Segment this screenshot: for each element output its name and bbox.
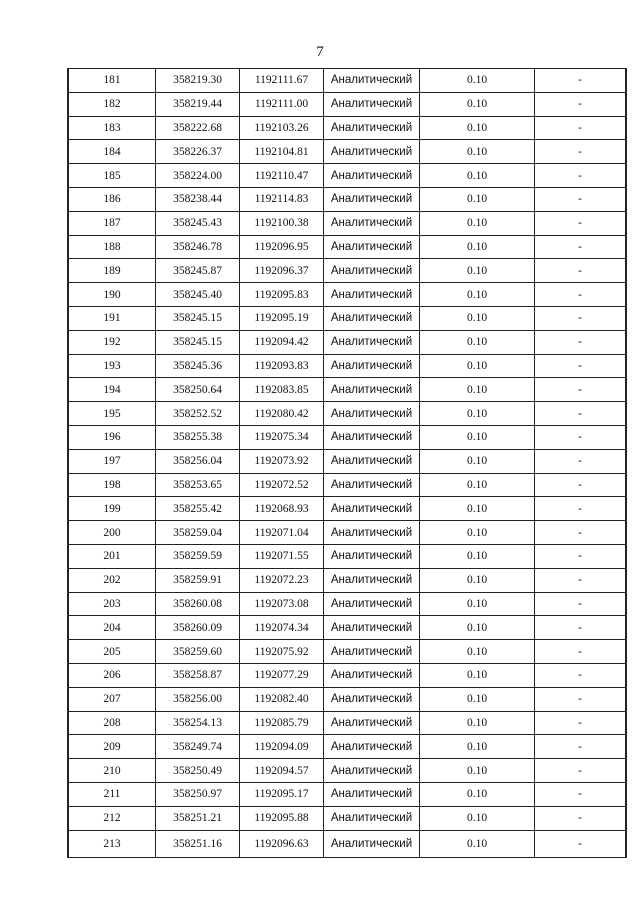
note-cell: - xyxy=(535,782,627,806)
point-number-cell: 210 xyxy=(68,759,156,783)
table-row xyxy=(68,211,626,235)
note-cell: - xyxy=(535,592,627,616)
y-coordinate-cell: 1192103.26 xyxy=(240,116,324,140)
method-cell: Аналитический xyxy=(324,164,420,188)
note-cell: - xyxy=(535,497,627,521)
method-cell: Аналитический xyxy=(324,235,420,259)
y-coordinate-cell: 1192077.29 xyxy=(240,663,324,687)
accuracy-cell: 0.10 xyxy=(420,92,535,116)
accuracy-cell: 0.10 xyxy=(420,259,535,283)
point-number-cell: 204 xyxy=(68,616,156,640)
accuracy-cell: 0.10 xyxy=(420,687,535,711)
y-coordinate-cell: 1192071.55 xyxy=(240,544,324,568)
y-coordinate-cell: 1192095.17 xyxy=(240,782,324,806)
accuracy-cell: 0.10 xyxy=(420,592,535,616)
point-number-cell: 208 xyxy=(68,711,156,735)
table-row xyxy=(68,449,626,473)
x-coordinate-cell: 358255.42 xyxy=(156,497,240,521)
method-cell: Аналитический xyxy=(324,330,420,354)
table-row xyxy=(68,378,626,402)
method-cell: Аналитический xyxy=(324,283,420,307)
point-number-cell: 195 xyxy=(68,402,156,426)
note-cell: - xyxy=(535,116,627,140)
y-coordinate-cell: 1192104.81 xyxy=(240,140,324,164)
point-number-cell: 184 xyxy=(68,140,156,164)
table-row xyxy=(68,759,626,783)
x-coordinate-cell: 358256.00 xyxy=(156,687,240,711)
y-coordinate-cell: 1192082.40 xyxy=(240,687,324,711)
note-cell: - xyxy=(535,806,627,830)
point-number-cell: 203 xyxy=(68,592,156,616)
method-cell: Аналитический xyxy=(324,663,420,687)
table-row xyxy=(68,544,626,568)
table-row xyxy=(68,354,626,378)
x-coordinate-cell: 358219.30 xyxy=(156,69,240,93)
note-cell: - xyxy=(535,616,627,640)
accuracy-cell: 0.10 xyxy=(420,211,535,235)
table-row xyxy=(68,187,626,211)
point-number-cell: 212 xyxy=(68,806,156,830)
table-row xyxy=(68,69,626,93)
y-coordinate-cell: 1192094.09 xyxy=(240,735,324,759)
note-cell: - xyxy=(535,711,627,735)
x-coordinate-cell: 358252.52 xyxy=(156,402,240,426)
accuracy-cell: 0.10 xyxy=(420,283,535,307)
point-number-cell: 211 xyxy=(68,782,156,806)
table-row xyxy=(68,782,626,806)
point-number-cell: 205 xyxy=(68,640,156,664)
accuracy-cell: 0.10 xyxy=(420,497,535,521)
x-coordinate-cell: 358251.21 xyxy=(156,806,240,830)
table-row xyxy=(68,663,626,687)
x-coordinate-cell: 358245.87 xyxy=(156,259,240,283)
point-number-cell: 213 xyxy=(68,830,156,857)
accuracy-cell: 0.10 xyxy=(420,544,535,568)
note-cell: - xyxy=(535,283,627,307)
accuracy-cell: 0.10 xyxy=(420,711,535,735)
y-coordinate-cell: 1192096.63 xyxy=(240,830,324,857)
table-row xyxy=(68,735,626,759)
x-coordinate-cell: 358259.91 xyxy=(156,568,240,592)
table-row xyxy=(68,640,626,664)
accuracy-cell: 0.10 xyxy=(420,140,535,164)
y-coordinate-cell: 1192071.04 xyxy=(240,521,324,545)
y-coordinate-cell: 1192072.23 xyxy=(240,568,324,592)
x-coordinate-cell: 358226.37 xyxy=(156,140,240,164)
note-cell: - xyxy=(535,402,627,426)
point-number-cell: 187 xyxy=(68,211,156,235)
method-cell: Аналитический xyxy=(324,425,420,449)
accuracy-cell: 0.10 xyxy=(420,306,535,330)
accuracy-cell: 0.10 xyxy=(420,663,535,687)
method-cell: Аналитический xyxy=(324,187,420,211)
method-cell: Аналитический xyxy=(324,711,420,735)
x-coordinate-cell: 358259.60 xyxy=(156,640,240,664)
method-cell: Аналитический xyxy=(324,354,420,378)
accuracy-cell: 0.10 xyxy=(420,116,535,140)
table-row xyxy=(68,402,626,426)
note-cell: - xyxy=(535,687,627,711)
accuracy-cell: 0.10 xyxy=(420,473,535,497)
method-cell: Аналитический xyxy=(324,378,420,402)
y-coordinate-cell: 1192068.93 xyxy=(240,497,324,521)
y-coordinate-cell: 1192095.19 xyxy=(240,306,324,330)
accuracy-cell: 0.10 xyxy=(420,735,535,759)
x-coordinate-cell: 358260.09 xyxy=(156,616,240,640)
point-number-cell: 200 xyxy=(68,521,156,545)
point-number-cell: 181 xyxy=(68,69,156,93)
x-coordinate-cell: 358250.49 xyxy=(156,759,240,783)
accuracy-cell: 0.10 xyxy=(420,616,535,640)
table-row xyxy=(68,330,626,354)
note-cell: - xyxy=(535,663,627,687)
x-coordinate-cell: 358245.15 xyxy=(156,330,240,354)
accuracy-cell: 0.10 xyxy=(420,806,535,830)
point-number-cell: 207 xyxy=(68,687,156,711)
y-coordinate-cell: 1192096.95 xyxy=(240,235,324,259)
y-coordinate-cell: 1192094.57 xyxy=(240,759,324,783)
x-coordinate-cell: 358238.44 xyxy=(156,187,240,211)
method-cell: Аналитический xyxy=(324,402,420,426)
accuracy-cell: 0.10 xyxy=(420,830,535,857)
method-cell: Аналитический xyxy=(324,568,420,592)
accuracy-cell: 0.10 xyxy=(420,69,535,93)
table-row xyxy=(68,830,626,857)
accuracy-cell: 0.10 xyxy=(420,187,535,211)
point-number-cell: 199 xyxy=(68,497,156,521)
table-row xyxy=(68,306,626,330)
y-coordinate-cell: 1192073.08 xyxy=(240,592,324,616)
y-coordinate-cell: 1192096.37 xyxy=(240,259,324,283)
point-number-cell: 192 xyxy=(68,330,156,354)
y-coordinate-cell: 1192085.79 xyxy=(240,711,324,735)
table-row xyxy=(68,140,626,164)
accuracy-cell: 0.10 xyxy=(420,640,535,664)
point-number-cell: 193 xyxy=(68,354,156,378)
method-cell: Аналитический xyxy=(324,473,420,497)
note-cell: - xyxy=(535,425,627,449)
accuracy-cell: 0.10 xyxy=(420,521,535,545)
accuracy-cell: 0.10 xyxy=(420,330,535,354)
y-coordinate-cell: 1192075.92 xyxy=(240,640,324,664)
point-number-cell: 198 xyxy=(68,473,156,497)
note-cell: - xyxy=(535,354,627,378)
table-row xyxy=(68,568,626,592)
accuracy-cell: 0.10 xyxy=(420,164,535,188)
x-coordinate-cell: 358249.74 xyxy=(156,735,240,759)
accuracy-cell: 0.10 xyxy=(420,759,535,783)
method-cell: Аналитический xyxy=(324,616,420,640)
y-coordinate-cell: 1192110.47 xyxy=(240,164,324,188)
point-number-cell: 191 xyxy=(68,306,156,330)
point-number-cell: 202 xyxy=(68,568,156,592)
y-coordinate-cell: 1192095.83 xyxy=(240,283,324,307)
x-coordinate-cell: 358254.13 xyxy=(156,711,240,735)
method-cell: Аналитический xyxy=(324,449,420,473)
y-coordinate-cell: 1192083.85 xyxy=(240,378,324,402)
point-number-cell: 190 xyxy=(68,283,156,307)
method-cell: Аналитический xyxy=(324,687,420,711)
note-cell: - xyxy=(535,378,627,402)
table-row xyxy=(68,521,626,545)
x-coordinate-cell: 358250.97 xyxy=(156,782,240,806)
page-number: 7 xyxy=(316,44,324,60)
table-row xyxy=(68,592,626,616)
note-cell: - xyxy=(535,735,627,759)
x-coordinate-cell: 358255.38 xyxy=(156,425,240,449)
x-coordinate-cell: 358260.08 xyxy=(156,592,240,616)
note-cell: - xyxy=(535,164,627,188)
method-cell: Аналитический xyxy=(324,830,420,857)
x-coordinate-cell: 358259.04 xyxy=(156,521,240,545)
point-number-cell: 185 xyxy=(68,164,156,188)
method-cell: Аналитический xyxy=(324,782,420,806)
x-coordinate-cell: 358224.00 xyxy=(156,164,240,188)
x-coordinate-cell: 358253.65 xyxy=(156,473,240,497)
table-row xyxy=(68,806,626,830)
method-cell: Аналитический xyxy=(324,140,420,164)
method-cell: Аналитический xyxy=(324,544,420,568)
note-cell: - xyxy=(535,449,627,473)
point-number-cell: 186 xyxy=(68,187,156,211)
accuracy-cell: 0.10 xyxy=(420,782,535,806)
y-coordinate-cell: 1192093.83 xyxy=(240,354,324,378)
table-row xyxy=(68,497,626,521)
point-number-cell: 182 xyxy=(68,92,156,116)
note-cell: - xyxy=(535,759,627,783)
method-cell: Аналитический xyxy=(324,306,420,330)
point-number-cell: 197 xyxy=(68,449,156,473)
point-number-cell: 206 xyxy=(68,663,156,687)
table-row xyxy=(68,164,626,188)
y-coordinate-cell: 1192072.52 xyxy=(240,473,324,497)
y-coordinate-cell: 1192111.67 xyxy=(240,69,324,93)
x-coordinate-cell: 358245.15 xyxy=(156,306,240,330)
point-number-cell: 188 xyxy=(68,235,156,259)
x-coordinate-cell: 358222.68 xyxy=(156,116,240,140)
note-cell: - xyxy=(535,211,627,235)
note-cell: - xyxy=(535,521,627,545)
note-cell: - xyxy=(535,187,627,211)
table-row xyxy=(68,259,626,283)
method-cell: Аналитический xyxy=(324,497,420,521)
method-cell: Аналитический xyxy=(324,92,420,116)
table-row xyxy=(68,425,626,449)
method-cell: Аналитический xyxy=(324,592,420,616)
y-coordinate-cell: 1192074.34 xyxy=(240,616,324,640)
point-number-cell: 201 xyxy=(68,544,156,568)
x-coordinate-cell: 358258.87 xyxy=(156,663,240,687)
method-cell: Аналитический xyxy=(324,640,420,664)
note-cell: - xyxy=(535,473,627,497)
accuracy-cell: 0.10 xyxy=(420,378,535,402)
note-cell: - xyxy=(535,69,627,93)
table-row xyxy=(68,92,626,116)
y-coordinate-cell: 1192073.92 xyxy=(240,449,324,473)
method-cell: Аналитический xyxy=(324,521,420,545)
x-coordinate-cell: 358250.64 xyxy=(156,378,240,402)
note-cell: - xyxy=(535,330,627,354)
note-cell: - xyxy=(535,259,627,283)
note-cell: - xyxy=(535,140,627,164)
table-row xyxy=(68,235,626,259)
y-coordinate-cell: 1192075.34 xyxy=(240,425,324,449)
note-cell: - xyxy=(535,306,627,330)
note-cell: - xyxy=(535,640,627,664)
table-row xyxy=(68,687,626,711)
x-coordinate-cell: 358245.36 xyxy=(156,354,240,378)
x-coordinate-cell: 358245.40 xyxy=(156,283,240,307)
method-cell: Аналитический xyxy=(324,116,420,140)
point-number-cell: 194 xyxy=(68,378,156,402)
table-row xyxy=(68,616,626,640)
method-cell: Аналитический xyxy=(324,735,420,759)
x-coordinate-cell: 358219.44 xyxy=(156,92,240,116)
y-coordinate-cell: 1192080.42 xyxy=(240,402,324,426)
note-cell: - xyxy=(535,544,627,568)
accuracy-cell: 0.10 xyxy=(420,402,535,426)
note-cell: - xyxy=(535,235,627,259)
table-row xyxy=(68,283,626,307)
y-coordinate-cell: 1192094.42 xyxy=(240,330,324,354)
x-coordinate-cell: 358245.43 xyxy=(156,211,240,235)
point-number-cell: 209 xyxy=(68,735,156,759)
accuracy-cell: 0.10 xyxy=(420,449,535,473)
coordinates-table-body xyxy=(68,69,626,858)
method-cell: Аналитический xyxy=(324,759,420,783)
x-coordinate-cell: 358259.59 xyxy=(156,544,240,568)
x-coordinate-cell: 358246.78 xyxy=(156,235,240,259)
table-row xyxy=(68,473,626,497)
y-coordinate-cell: 1192111.00 xyxy=(240,92,324,116)
note-cell: - xyxy=(535,568,627,592)
point-number-cell: 196 xyxy=(68,425,156,449)
x-coordinate-cell: 358256.04 xyxy=(156,449,240,473)
accuracy-cell: 0.10 xyxy=(420,235,535,259)
y-coordinate-cell: 1192100.38 xyxy=(240,211,324,235)
method-cell: Аналитический xyxy=(324,69,420,93)
table-row xyxy=(68,116,626,140)
y-coordinate-cell: 1192095.88 xyxy=(240,806,324,830)
coordinates-table xyxy=(67,68,627,858)
note-cell: - xyxy=(535,92,627,116)
accuracy-cell: 0.10 xyxy=(420,354,535,378)
point-number-cell: 183 xyxy=(68,116,156,140)
accuracy-cell: 0.10 xyxy=(420,568,535,592)
point-number-cell: 189 xyxy=(68,259,156,283)
y-coordinate-cell: 1192114.83 xyxy=(240,187,324,211)
method-cell: Аналитический xyxy=(324,259,420,283)
method-cell: Аналитический xyxy=(324,806,420,830)
accuracy-cell: 0.10 xyxy=(420,425,535,449)
note-cell: - xyxy=(535,830,627,857)
method-cell: Аналитический xyxy=(324,211,420,235)
table-row xyxy=(68,711,626,735)
x-coordinate-cell: 358251.16 xyxy=(156,830,240,857)
